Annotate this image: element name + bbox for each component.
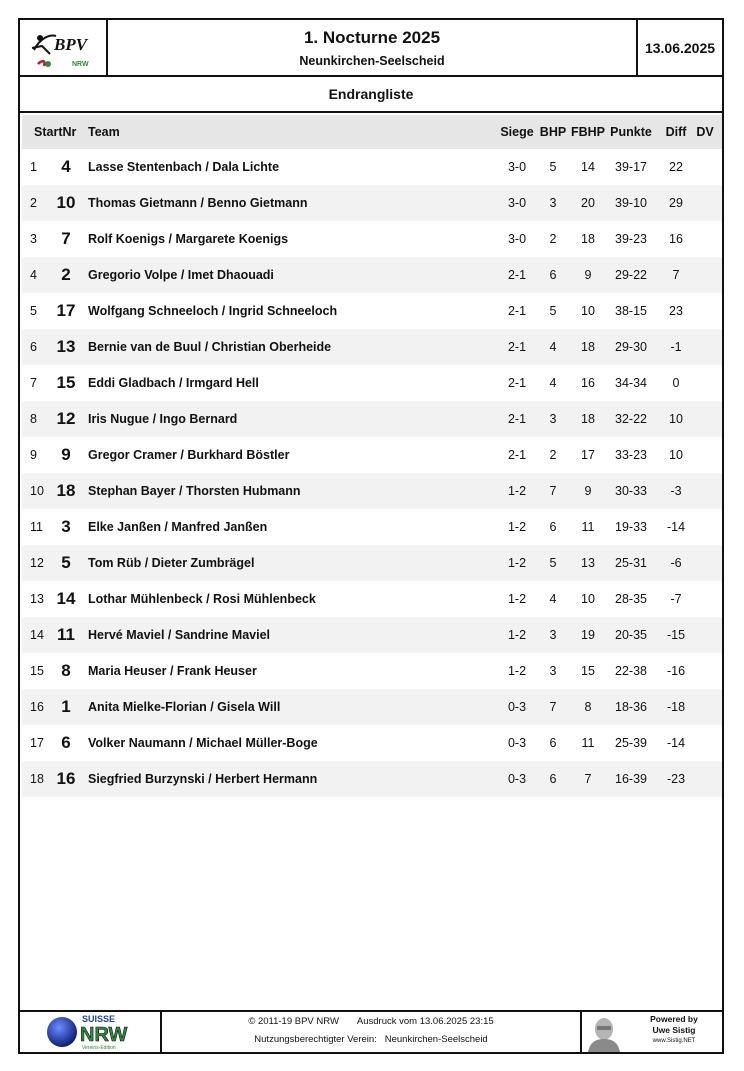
logo-suisse: SUISSE [82,1014,116,1024]
cell-bhp: 6 [549,772,557,786]
cell-bhp: 6 [549,268,557,282]
cell-startnr: 7 [61,229,71,248]
cell-team: Hervé Maviel / Sandrine Maviel [88,628,271,642]
cell-diff: 22 [669,160,683,174]
cell-team: Gregor Cramer / Burkhard Böstler [88,448,290,462]
cell-team: Wolfgang Schneeloch / Ingrid Schneeloch [88,304,338,318]
cell-fbhp: 10 [581,592,595,606]
cell-diff: -16 [666,664,686,678]
cell-diff: -14 [666,736,686,750]
cell-siege: 2-1 [507,412,527,426]
cell-diff: -6 [670,556,682,570]
cell-bhp: 3 [549,628,557,642]
cell-team: Lothar Mühlenbeck / Rosi Mühlenbeck [88,592,316,606]
cell-startnr: 6 [61,733,71,752]
cell-fbhp: 9 [584,484,592,498]
col-bhp: BHP [539,125,567,139]
cell-place: 6 [30,340,37,354]
footer-copyright: © 2011-19 BPV NRW [248,1016,339,1027]
cell-punkte: 34-34 [615,376,647,390]
cell-punkte: 33-23 [615,448,647,462]
event-location: Neunkirchen-Seelscheid [299,54,445,68]
event-date: 13.06.2025 [636,20,722,75]
cell-siege: 1-2 [507,520,527,534]
cell-startnr: 5 [61,553,71,572]
cell-dv [692,581,718,617]
event-title: 1. Nocturne 2025 [303,28,441,47]
cell-punkte: 18-36 [615,700,647,714]
cell-siege: 1-2 [507,484,527,498]
footer-printed: Ausdruck vom 13.06.2025 23:15 [356,1016,494,1027]
cell-startnr: 18 [56,481,76,500]
cell-dv [692,365,718,401]
cell-siege: 1-2 [507,592,527,606]
bpv-logo-text: BPV [54,35,88,54]
cell-punkte: 16-39 [615,772,647,786]
cell-team: Stephan Bayer / Thorsten Hubmann [88,484,301,498]
cell-fbhp: 18 [581,232,595,246]
cell-fbhp: 13 [581,556,595,570]
col-dv: DV [696,125,714,139]
cell-punkte: 29-30 [615,340,647,354]
cell-place: 16 [30,700,44,714]
col-diff: Diff [665,125,687,139]
cell-diff: 23 [669,304,683,318]
cell-bhp: 4 [549,340,557,354]
cell-bhp: 7 [549,700,557,714]
table-row [22,329,722,365]
person-photo-icon [582,1012,626,1052]
cell-siege: 3-0 [507,196,527,210]
cell-punkte: 39-17 [615,160,647,174]
cell-bhp: 4 [549,592,557,606]
footer-club: Neunkirchen-Seelscheid [384,1034,488,1045]
table-row [22,221,722,257]
logo-edition: Vereins-Edition [82,1045,116,1051]
powered-by-author: Uwe Sistig [652,1025,696,1035]
table-row [22,257,722,293]
cell-dv [692,329,718,365]
cell-punkte: 25-39 [615,736,647,750]
cell-dv [692,653,718,689]
page-footer [20,1010,722,1052]
cell-dv [692,149,718,185]
cell-bhp: 4 [549,376,557,390]
table-header [22,115,722,149]
cell-siege: 0-3 [507,700,527,714]
cell-siege: 1-2 [507,556,527,570]
cell-startnr: 9 [61,445,71,464]
cell-team: Lasse Stentenbach / Dala Lichte [88,160,280,174]
cell-fbhp: 20 [581,196,595,210]
table-row [22,401,722,437]
col-team: Team [88,125,120,139]
table-row [22,581,722,617]
table-row [22,617,722,653]
col-startnr: StartNr [34,125,77,139]
powered-by [626,1012,722,1052]
cell-place: 11 [30,520,43,534]
suisse-nrw-logo [20,1012,162,1052]
cell-team: Eddi Gladbach / Irmgard Hell [88,376,259,390]
cell-fbhp: 18 [581,340,595,354]
cell-startnr: 16 [56,769,76,788]
cell-team: Anita Mielke-Florian / Gisela Will [88,700,281,714]
table-row [22,365,722,401]
cell-fbhp: 16 [581,376,595,390]
logo-nrw: NRW [80,1024,128,1046]
cell-startnr: 10 [56,193,76,212]
cell-siege: 2-1 [507,376,527,390]
cell-punkte: 25-31 [615,556,647,570]
cell-bhp: 5 [549,304,557,318]
cell-punkte: 39-23 [615,232,647,246]
cell-diff: -3 [670,484,682,498]
cell-siege: 0-3 [507,736,527,750]
cell-punkte: 29-22 [615,268,647,282]
cell-siege: 2-1 [507,340,527,354]
cell-place: 1 [30,160,37,174]
cell-punkte: 28-35 [615,592,647,606]
cell-place: 8 [30,412,37,426]
cell-diff: 10 [669,412,683,426]
cell-place: 5 [30,304,37,318]
cell-dv [692,725,718,761]
cell-team: Thomas Gietmann / Benno Gietmann [88,196,308,210]
cell-diff: -1 [670,340,682,354]
cell-dv [692,545,718,581]
cell-startnr: 11 [57,625,75,644]
cell-bhp: 3 [549,196,557,210]
cell-bhp: 6 [549,736,557,750]
cell-team: Iris Nugue / Ingo Bernard [88,412,238,426]
footer-info [162,1012,580,1052]
cell-fbhp: 11 [581,736,595,750]
table-row [22,725,722,761]
cell-bhp: 7 [549,484,557,498]
page-frame [18,18,724,1054]
cell-diff: -14 [666,520,686,534]
cell-place: 13 [30,592,44,606]
cell-place: 15 [30,664,44,678]
bpv-logo-sub: NRW [72,61,89,68]
cell-siege: 2-1 [507,448,527,462]
col-fbhp: FBHP [570,125,606,139]
cell-diff: 29 [669,196,683,210]
cell-bhp: 3 [549,664,557,678]
cell-punkte: 39-10 [615,196,647,210]
table-row [22,545,722,581]
cell-bhp: 5 [549,556,557,570]
cell-punkte: 20-35 [615,628,647,642]
cell-fbhp: 17 [581,448,595,462]
cell-startnr: 13 [56,337,76,356]
cell-bhp: 6 [549,520,557,534]
cell-fbhp: 8 [584,700,592,714]
ranking-table [22,149,722,797]
cell-place: 14 [30,628,44,642]
cell-dv [692,221,718,257]
bpv-logo [20,20,108,75]
cell-diff: 0 [672,376,680,390]
cell-siege: 3-0 [507,232,527,246]
cell-fbhp: 18 [581,412,595,426]
cell-siege: 1-2 [507,628,527,642]
cell-team: Rolf Koenigs / Margarete Koenigs [88,232,289,246]
col-siege: Siege [500,125,534,139]
cell-diff: 7 [672,268,680,282]
cell-team: Volker Naumann / Michael Müller-Boge [88,736,318,750]
cell-place: 12 [30,556,44,570]
cell-siege: 3-0 [507,160,527,174]
cell-startnr: 15 [56,373,76,392]
section-title: Endrangliste [20,77,722,113]
suisse-nrw-logo-icon [20,1012,162,1052]
cell-dv [692,437,718,473]
cell-fbhp: 15 [581,664,595,678]
cell-bhp: 5 [549,160,557,174]
cell-diff: -15 [666,628,686,642]
cell-dv [692,293,718,329]
table-row [22,509,722,545]
cell-siege: 0-3 [507,772,527,786]
title-block [108,20,636,75]
powered-by-label: Powered by [650,1014,698,1024]
cell-punkte: 19-33 [615,520,647,534]
cell-punkte: 22-38 [615,664,647,678]
cell-place: 4 [30,268,37,282]
cell-punkte: 30-33 [615,484,647,498]
cell-diff: 16 [669,232,683,246]
table-row [22,473,722,509]
cell-diff: -7 [670,592,682,606]
cell-startnr: 17 [56,301,76,320]
cell-fbhp: 10 [581,304,595,318]
col-punkte: Punkte [610,125,652,139]
table-row [22,185,722,221]
cell-siege: 2-1 [507,268,527,282]
page-header [20,20,722,77]
cell-team: Tom Rüb / Dieter Zumbrägel [88,556,255,570]
cell-place: 9 [30,448,37,462]
cell-startnr: 2 [61,265,71,284]
cell-team: Gregorio Volpe / Imet Dhaouadi [88,268,274,282]
cell-team: Elke Janßen / Manfred Janßen [88,520,268,534]
table-row [22,149,722,185]
cell-dv [692,617,718,653]
cell-diff: 10 [669,448,683,462]
cell-place: 7 [30,376,37,390]
cell-siege: 1-2 [507,664,527,678]
cell-diff: -18 [666,700,686,714]
cell-startnr: 1 [61,697,71,716]
cell-dv [692,401,718,437]
table-row [22,653,722,689]
cell-fbhp: 19 [581,628,595,642]
cell-place: 17 [30,736,44,750]
cell-startnr: 12 [56,409,76,428]
powered-by-website: www.Sistig.NET [652,1038,696,1044]
cell-team: Maria Heuser / Frank Heuser [88,664,257,678]
cell-punkte: 38-15 [615,304,647,318]
cell-fbhp: 11 [581,520,595,534]
cell-place: 3 [30,232,37,246]
cell-dv [692,185,718,221]
table-row [22,437,722,473]
footer-club-label: Nutzungsberechtigter Verein: [254,1034,377,1045]
cell-place: 2 [30,196,37,210]
cell-place: 10 [30,484,44,498]
bpv-logo-icon [20,20,108,75]
table-row [22,293,722,329]
cell-startnr: 3 [61,517,71,536]
cell-startnr: 14 [56,589,76,608]
cell-fbhp: 9 [584,268,592,282]
cell-bhp: 2 [549,448,557,462]
cell-punkte: 32-22 [615,412,647,426]
cell-fbhp: 7 [584,772,592,786]
cell-startnr: 4 [61,157,71,176]
cell-dv [692,761,718,797]
cell-startnr: 8 [61,661,71,680]
cell-bhp: 3 [549,412,557,426]
cell-siege: 2-1 [507,304,527,318]
cell-fbhp: 14 [581,160,595,174]
cell-team: Siegfried Burzynski / Herbert Hermann [88,772,318,786]
cell-dv [692,509,718,545]
cell-diff: -23 [666,772,686,786]
cell-dv [692,689,718,725]
table-row [22,689,722,725]
cell-place: 18 [30,772,44,786]
cell-dv [692,473,718,509]
cell-team: Bernie van de Buul / Christian Oberheide [88,340,332,354]
cell-bhp: 2 [549,232,557,246]
table-row [22,761,722,797]
cell-dv [692,257,718,293]
author-photo [580,1012,626,1052]
